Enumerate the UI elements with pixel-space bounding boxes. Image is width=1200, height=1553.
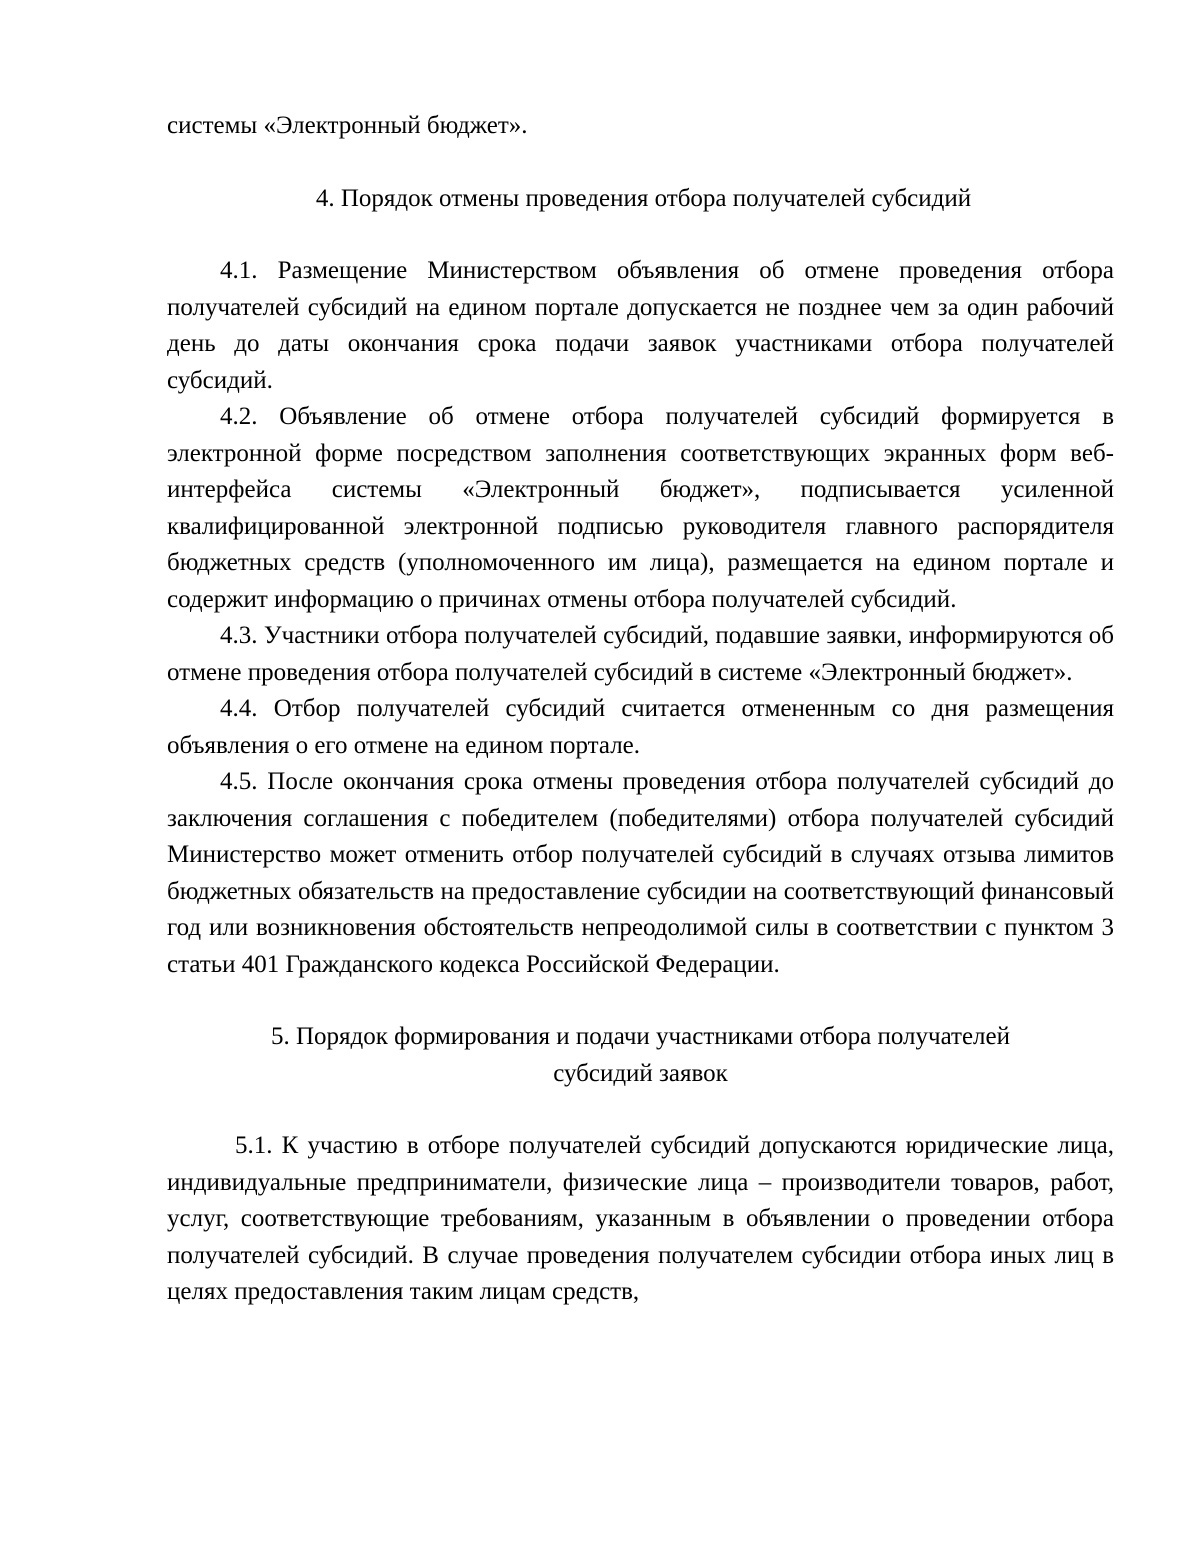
paragraph-5-1: 5.1. К участию в отборе получателей субсидий допускаются юридические лица, индивидуальные предприниматели, физические лица – производители товаров, работ, услуг, соответствующие требованиям, указанным в объявлении о проведении отбора получателей субсидий. В случае проведения получателем субсидии отбора иных лиц в целях предоставления таким лицам средств, [167, 1132, 1114, 1305]
paragraph-4-3: 4.3. Участники отбора получателей субсидий, подавшие заявки, информируются об отмене проведения отбора получателей субсидий в системе «Электронный бюджет». [167, 622, 1114, 686]
paragraph-4-5: 4.5. После окончания срока отмены проведения отбора получателей субсидий до заключения соглашения с победителем (победителями) отбора получателей субсидий Министерство может отменить отбор получателей субсидий в случаях отзыва лимитов бюджетных обязательств на предоставление субсидии на соответствующий финансовый год или возникновения обстоятельств непреодолимой силы в соответствии с пунктом 3 статьи 401 Гражданского кодекса Российской Федерации. [167, 768, 1114, 978]
paragraph-4-4: 4.4. Отбор получателей субсидий считается отмененным со дня размещения объявления о его отмене на едином портале. [167, 695, 1114, 759]
paragraph-4-2: 4.2. Объявление об отмене отбора получателей субсидий формируется в электронной форме посредством заполнения соответствующих экранных форм веб-интерфейса системы «Электронный бюджет», подписывается усиленной квалифицированной электронной подписью руководителя главного распорядителя бюджетных средств (уполномоченного им лица), размещается на едином портале и содержит информацию о причинах отмены отбора получателей субсидий. [167, 403, 1114, 613]
continuation-paragraph: системы «Электронный бюджет». [167, 112, 528, 139]
section-4-heading: 4. Порядок отмены проведения отбора получателей субсидий [315, 184, 972, 212]
section-5-heading-line-1: 5. Порядок формирования и подачи участниками отбора получателей [270, 1023, 1010, 1050]
document-page [167, 108, 1114, 1311]
section-5-heading [167, 1019, 1114, 1092]
paragraph-4-1: 4.1. Размещение Министерством объявления об отмене проведения отбора получателей субсидий на едином портале допускается не позднее чем за один рабочий день до даты окончания срока подачи заявок участниками отбора получателей субсидий. [167, 257, 1114, 394]
section-5-heading-line-2: субсидий заявок [553, 1059, 728, 1087]
